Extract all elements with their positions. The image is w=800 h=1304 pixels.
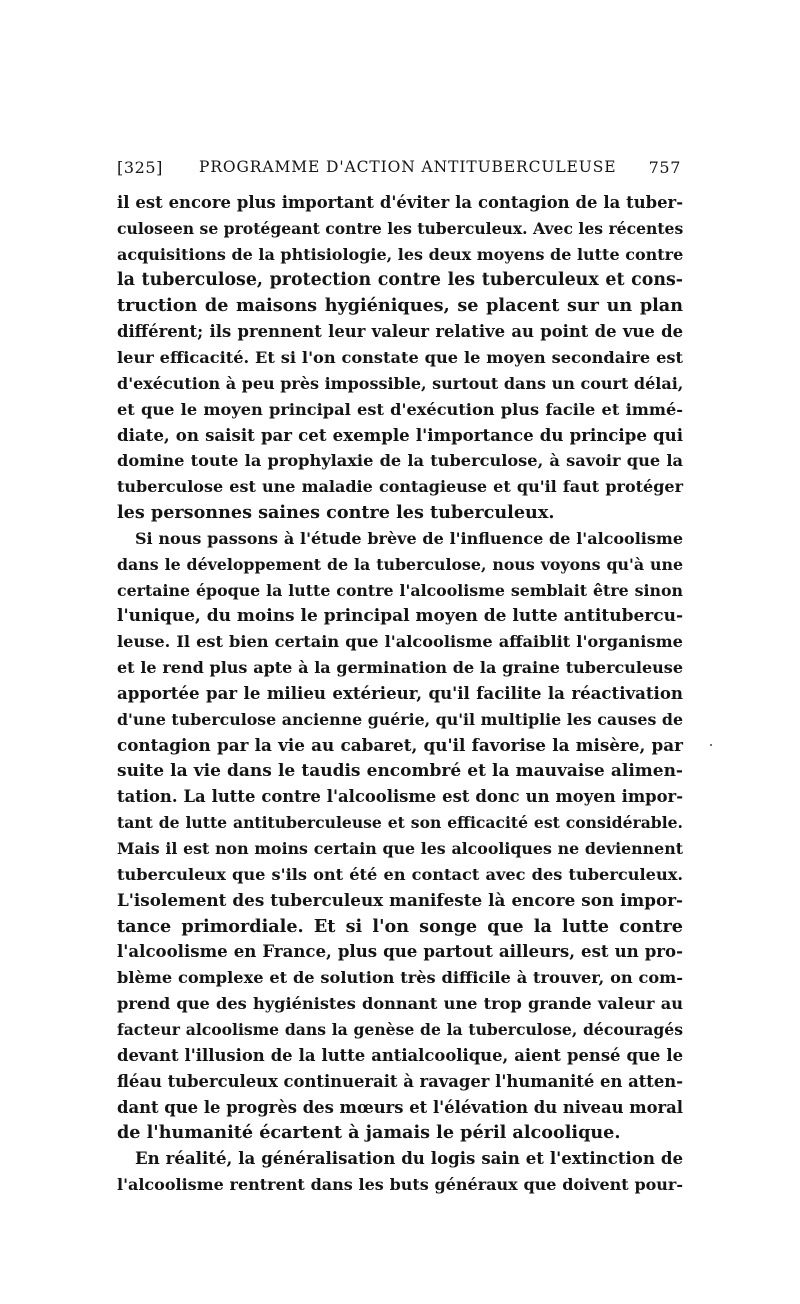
text-line: tant de lutte antituberculeuse et son efficacité est considérable. [117, 813, 683, 833]
text-line: diate, on saisit par cet exemple l'importance du principe qui [117, 424, 683, 445]
text-line: d'une tuberculose ancienne guérie, qu'il multiplie les causes de [117, 709, 683, 729]
margin-speck [710, 744, 712, 746]
text-line: devant l'illusion de la lutte antialcoolique, aient pensé que le [117, 1045, 683, 1065]
text-line: les personnes saines contre les tuberculeux. [117, 502, 555, 524]
text-line: la tuberculose, protection contre les tuberculeux et cons- [117, 269, 683, 290]
text-line: l'alcoolisme rentrent dans les buts généraux que doivent pour- [117, 1175, 683, 1195]
running-head-title: PROGRAMME D'ACTION ANTITUBERCULEUSE [199, 158, 617, 176]
text-line: tance primordiale. Et si l'on songe que la lutte contre [117, 915, 683, 937]
text-line: truction de maisons hygiéniques, se placent sur un plan [117, 295, 683, 317]
text-line: différent; ils prennent leur valeur relative au point de vue de [117, 322, 683, 342]
running-head [117, 158, 681, 182]
text-line: L'isolement des tuberculeux manifeste là encore son impor- [117, 889, 683, 910]
page-number: 757 [648, 158, 681, 177]
text-line: l'alcoolisme en France, plus que partout ailleurs, est un pro- [117, 941, 683, 962]
text-line: et le rend plus apte à la germination de la graine tuberculeuse [117, 658, 683, 678]
text-line: et que le moyen principal est d'exécution plus facile et immé- [117, 399, 683, 419]
text-line: certaine époque la lutte contre l'alcoolisme semblait être sinon [117, 580, 683, 600]
body-text [117, 190, 683, 1198]
text-line: de l'humanité écartent à jamais le péril alcoolique. [117, 1122, 621, 1144]
text-line: dant que le progrès des mœurs et l'élévation du niveau moral [117, 1097, 683, 1117]
text-line: En réalité, la généralisation du logis sain et l'extinction de [135, 1148, 683, 1169]
text-line: facteur alcoolisme dans la genèse de la tuberculose, découragés [117, 1020, 683, 1039]
text-line: leur efficacité. Et si l'on constate que le moyen secondaire est [117, 348, 683, 368]
left-folio: [325] [117, 158, 164, 177]
text-line: acquisitions de la phtisiologie, les deux moyens de lutte contre [117, 244, 684, 264]
text-line: Si nous passons à l'étude brève de l'influence de l'alcoolisme [135, 528, 683, 548]
text-line: fléau tuberculeux continuerait à ravager l'humanité en atten- [117, 1071, 684, 1091]
text-line: tuberculeux que s'ils ont été en contact avec des tuberculeux. [117, 864, 683, 884]
text-line: il est encore plus important d'éviter la contagion de la tuber- [117, 193, 683, 212]
text-line: suite la vie dans le taudis encombré et la mauvaise alimen- [117, 760, 683, 781]
text-line: d'exécution à peu près impossible, surtout dans un court délai, [117, 373, 684, 393]
text-line: prend que des hygiénistes donnant une trop grande valeur au [117, 994, 683, 1014]
text-line: leuse. Il est bien certain que l'alcoolisme affaiblit l'organisme [117, 632, 683, 652]
text-line: tuberculose est une maladie contagieuse et qu'il faut protéger [117, 477, 683, 497]
text-line: contagion par la vie au cabaret, qu'il favorise la misère, par [117, 734, 683, 755]
text-line: Mais il est non moins certain que les alcooliques ne deviennent [117, 839, 683, 859]
text-line: blème complexe et de solution très difficile à trouver, on com- [117, 968, 683, 988]
text-line: culoseen se protégeant contre les tuberculeux. Avec les récentes [117, 218, 684, 238]
text-line: tation. La lutte contre l'alcoolisme est donc un moyen impor- [117, 787, 683, 807]
text-line: apportée par le milieu extérieur, qu'il facilite la réactivation [117, 683, 683, 704]
text-line: domine toute la prophylaxie de la tuberculose, à savoir que la [117, 451, 683, 471]
text-line: dans le développement de la tuberculose, nous voyons qu'à une [117, 554, 683, 574]
text-line: l'unique, du moins le principal moyen de lutte antitubercu- [117, 605, 683, 626]
